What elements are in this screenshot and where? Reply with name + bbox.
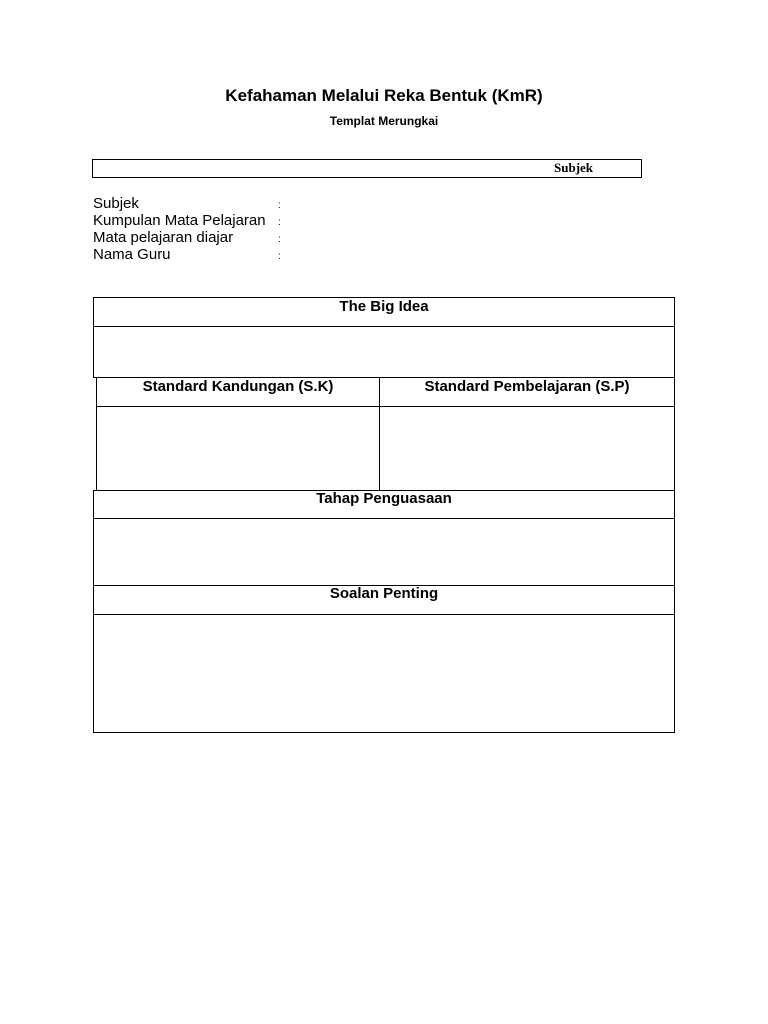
info-colon-mata-pelajaran: : xyxy=(278,234,281,245)
soalan-penting-heading: Soalan Penting xyxy=(329,585,439,602)
standard-pembelajaran-heading: Standard Pembelajaran (S.P) xyxy=(424,378,630,395)
info-label-kumpulan: Kumpulan Mata Pelajaran xyxy=(93,212,266,229)
info-label-nama-guru: Nama Guru xyxy=(93,246,171,263)
info-label-subjek: Subjek xyxy=(93,195,139,212)
tahap-penguasaan-content-cell[interactable] xyxy=(93,518,675,586)
document-title: Kefahaman Melalui Reka Bentuk (KmR) xyxy=(225,86,543,105)
subject-bar xyxy=(92,159,642,178)
document-subtitle: Templat Merungkai xyxy=(329,114,439,128)
standard-kandungan-heading: Standard Kandungan (S.K) xyxy=(142,378,334,395)
standard-pembelajaran-content-cell[interactable] xyxy=(379,406,675,491)
info-colon-kumpulan: : xyxy=(278,217,281,228)
info-colon-nama-guru: : xyxy=(278,251,281,262)
info-label-mata-pelajaran: Mata pelajaran diajar xyxy=(93,229,234,246)
big-idea-heading: The Big Idea xyxy=(339,298,429,315)
soalan-penting-content-cell[interactable] xyxy=(93,614,675,733)
info-colon-subjek: : xyxy=(278,200,281,211)
standard-kandungan-content-cell[interactable] xyxy=(96,406,380,491)
tahap-penguasaan-heading: Tahap Penguasaan xyxy=(316,490,452,507)
subject-bar-label: Subjek xyxy=(554,160,594,175)
big-idea-content-cell[interactable] xyxy=(93,326,675,378)
